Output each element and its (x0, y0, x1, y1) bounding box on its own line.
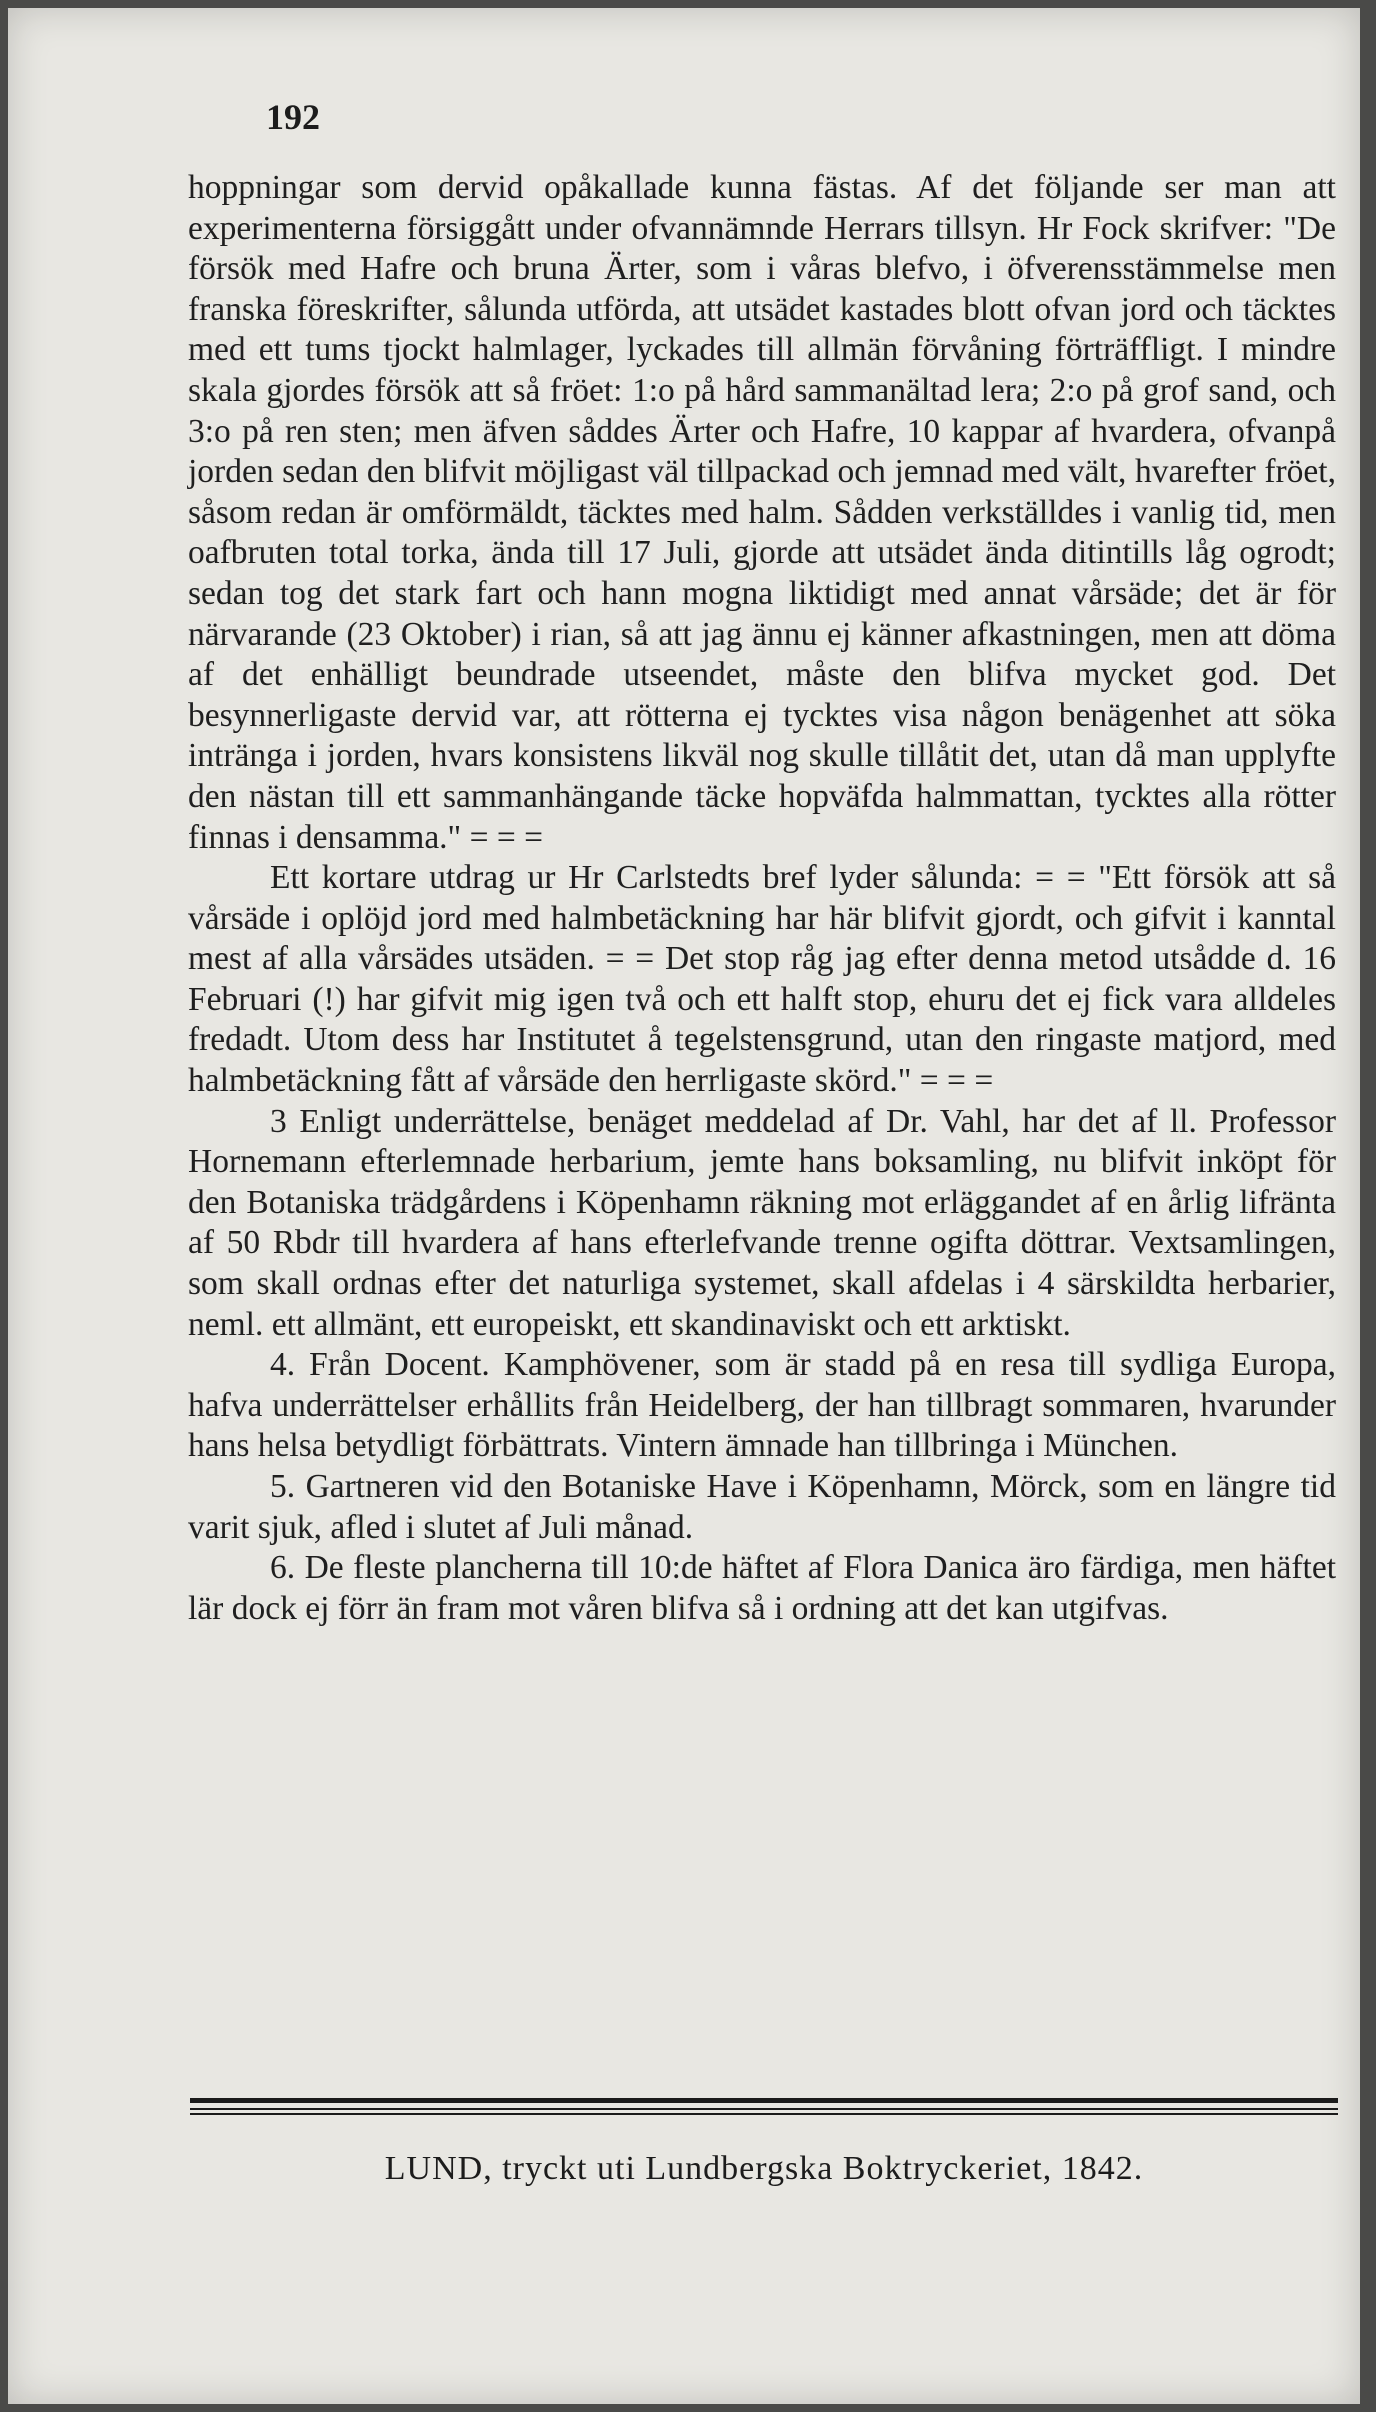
paragraph-fock-report: hoppningar som dervid opåkallade kunna fästas. Af det följande ser man att experimenterna försiggått under ofvannämnde Herrars tillsyn. Hr Fock skrifver: "De försök med Hafre och bruna Ärter, som i våras blefvo, i öfverensstämmelse men franska föreskrifter, sålunda utförda, att utsädet kastades blott ofvan jord och täcktes med ett tums tjockt halmlager, lyckades till allmän förvåning förträffligt. I mindre skala gjordes försök att så fröet: 1:o på hård sammanältad lera; 2:o på grof sand, och 3:o på ren sten; men äfven såddes Ärter och Hafre, 10 kappar af hvardera, ofvanpå jorden sedan den blifvit möjligast väl tillpackad och jemnad med vält, hvarefter fröet, såsom redan är omförmäldt, täcktes med halm. Sådden verkställdes i vanlig tid, men oafbruten total torka, ända till 17 Juli, gjorde att utsädet ända ditintills låg ogrodt; sedan tog det stark fart och hann mogna liktidigt med annat vårsäde; det är för närvarande (23 Oktober) i rian, så att jag ännu ej känner afkastningen, men att döma af det enhälligt beundrade utseendet, måste den blifva mycket god. Det besynnerligaste dervid var, att rötterna ej tycktes visa någon benägenhet att söka intränga i jorden, hvars konsistens likväl nog skulle tillåtit det, utan då man upplyfte den nästan till ett sammanhängande täcke hopväfda halmmattan, tycktes alla rötter finnas i densamma." = = = (188, 169, 1336, 856)
body-text (188, 168, 1336, 1629)
page-number: 192 (266, 97, 320, 137)
paragraph-flora-danica: 6. De fleste plancherna till 10:de häftet af Flora Danica äro färdiga, men häftet lär dock ej förr än fram mot våren blifva så i ordning att det kan utgifvas. (188, 1549, 1336, 1627)
printer-imprint: LUND, tryckt uti Lundbergska Boktryckeriet, 1842. (384, 2150, 1144, 2187)
paragraph-hornemann-herbarium: 3 Enligt underrättelse, benäget meddelad af Dr. Vahl, har det af ll. Professor Hornemann efterlemnade herbarium, jemte hans boksamling, nu blifvit inköpt för den Botaniska trädgårdens i Köpenhamn räkning mot erläggandet af en årlig lifränta af 50 Rbdr till hvardera af hans efterlefvande trenne ogifta döttrar. Vextsamlingen, som skall ordnas efter det naturliga systemet, skall afdelas i 4 särskildta herbarier, neml. ett allmänt, ett europeiskt, ett skandinaviskt och ett arktiskt. (188, 1102, 1336, 1343)
book-page (8, 8, 1360, 2404)
paragraph-kamphovener-travel: 4. Från Docent. Kamphövener, som är stadd på en resa till sydliga Europa, hafva underrättelser erhållits från Heidelberg, der han tillbragt sommaren, hvarunder hans helsa betydligt förbättrats. Vintern ämnade han tillbringa i München. (188, 1346, 1336, 1465)
paragraph-morck-obituary: 5. Gartneren vid den Botaniske Have i Köpenhamn, Mörck, som en längre tid varit sjuk, afled i slutet af Juli månad. (188, 1468, 1336, 1546)
imprint-divider (190, 2098, 1338, 2115)
paragraph-carlstedt-letter: Ett kortare utdrag ur Hr Carlstedts bref lyder sålunda: = = "Ett försök att så vårsäde i oplöjd jord med halmbetäckning har här blifvit gjordt, och gifvit i kanntal mest af alla vårsädes utsäden. = = Det stop råg jag efter denna metod utsådde d. 16 Februari (!) har gifvit mig igen två och ett halft stop, ehuru det ej fick vara alldeles fredadt. Utom dess har Institutet å tegelstensgrund, utan den ringaste matjord, med halmbetäckning fått af vårsäde den herrligaste skörd." = = = (188, 859, 1336, 1100)
